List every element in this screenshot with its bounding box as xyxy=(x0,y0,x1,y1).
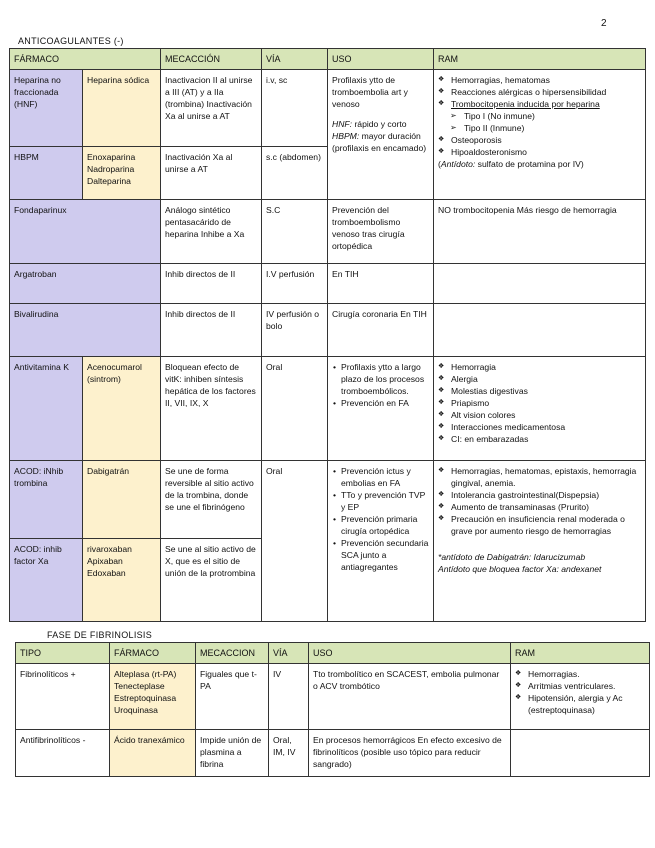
row-antifibrinoliticos xyxy=(16,730,650,777)
fonda-ram: NO trombocitopenia Más riesgo de hemorragia xyxy=(434,200,646,264)
ram-subitem: ➢ Tipo I (No inmune) xyxy=(438,110,641,122)
ram-antidote: (Antídoto: sulfato de protamina por IV) xyxy=(438,159,584,169)
hbpm-group: HBPM xyxy=(10,147,83,200)
acod-xa-mech: Se une al sitio activo de X, que es el sitio de unión de la protrombina xyxy=(161,539,262,622)
avk-ram: ❖ Hemorragia ❖ Alergia ❖ Molestias digestivas ❖ Priapismo ❖ Alt vision colores ❖ Interacciones medicamentosa ❖ CI: en embarazadas xyxy=(434,357,646,461)
heparina-use: Profilaxis ytto de tromboembolia art y venoso HNF: rápido y corto HBPM: mayor duración (profilaxis en encamado) xyxy=(328,70,434,200)
ram-subitem: ➢ Tipo II (Inmune) xyxy=(438,122,641,134)
avk-drug: Acenocumarol (sintrom) xyxy=(83,357,161,461)
col-ram: RAM xyxy=(434,49,646,70)
avk-mech: Bloquean efecto de vitK: inhiben síntesis hepática de los factores II, VII, IX, X xyxy=(161,357,262,461)
bival-group: Bivalirudina xyxy=(10,304,161,357)
argatroban-mech: Inhib directos de II xyxy=(161,264,262,304)
fib-mech: Figuales que t-PA xyxy=(196,664,269,730)
antifib-use: En procesos hemorrágicos En efecto excesivo de fibrinolíticos (posible uso tópico para reducir sangrado) xyxy=(309,730,511,777)
row-heparina xyxy=(10,70,646,147)
avk-route: Oral xyxy=(262,357,328,461)
argatroban-ram xyxy=(434,264,646,304)
acod-route: Oral xyxy=(262,461,328,622)
fonda-group: Fondaparinux xyxy=(10,200,161,264)
fib-route: IV xyxy=(269,664,309,730)
heparina-ram xyxy=(434,70,646,200)
hbpm-drugs: Enoxaparina Nadroparina Dalteparina xyxy=(83,147,161,200)
antidote-dabigatran: *antídoto de Dabigatrán: Idarucizumab xyxy=(438,552,586,562)
col-farmaco: FÁRMACO xyxy=(110,643,196,664)
avk-use: • Profilaxis ytto a largo plazo de los procesos tromboembólicos. • Prevención en FA xyxy=(328,357,434,461)
col-mecaccion: MECACCIÓN xyxy=(161,49,262,70)
acod-ram: ❖ Hemorragias, hematomas, epistaxis, hemorragia gingival, anemia. ❖ Intolerancia gastrointestinal(Dispepsia) ❖ Aumento de transaminasas (Prurito) ❖ Precaución en insuficiencia renal moderada o grave por aumento riesgo de hemorragias *antídoto de Dabigatrán: Idarucizumab Antídoto que bloquea factor Xa: andexanet xyxy=(434,461,646,622)
argatroban-group: Argatroban xyxy=(10,264,161,304)
antifib-drugs: Ácido tranexámico xyxy=(110,730,196,777)
avk-group: Antivitamina K xyxy=(10,357,83,461)
ram-item: ❖ Hipoaldosteronismo xyxy=(438,146,641,158)
row-acod-trombina xyxy=(10,461,646,539)
acod-use: • Prevención ictus y embolias en FA • TTo y prevención TVP y EP • Prevención primaria cirugía ortopédica • Prevención secundaria SCA junto a antiagregantes xyxy=(328,461,434,622)
acod-xa-drugs: rivaroxaban Apixaban Edoxaban xyxy=(83,539,161,622)
fonda-mech: Análogo sintético pentasacárido de heparina Inhibe a Xa xyxy=(161,200,262,264)
row-avk xyxy=(10,357,646,461)
fibrinolisis-table xyxy=(15,642,650,777)
heparina-mech: Inactivacion II al unirse a III (AT) y a IIa (trombina) Inactivación Xa al unirse a AT xyxy=(161,70,262,147)
col-uso: USO xyxy=(309,643,511,664)
ram-item: ❖ Reacciones alérgicas o hipersensibilidad xyxy=(438,86,641,98)
row-fondaparinux xyxy=(10,200,646,264)
acod-xa-group: ACOD: inhib factor Xa xyxy=(10,539,83,622)
row-argatroban xyxy=(10,264,646,304)
heparina-route: i.v, sc xyxy=(262,70,328,147)
hbpm-mech: Inactivación Xa al unirse a AT xyxy=(161,147,262,200)
argatroban-use: En TIH xyxy=(328,264,434,304)
page-number: 2 xyxy=(601,18,607,29)
ram-item: ❖ Hemorragias, hematomas xyxy=(438,74,641,86)
col-via: VÍA xyxy=(269,643,309,664)
fib-ram: ❖ Hemorragias. ❖ Arritmias ventriculares. ❖ Hipotensión, alergia y Ac (estreptoquinasa) xyxy=(511,664,650,730)
col-via: VÍA xyxy=(262,49,328,70)
col-tipo: TIPO xyxy=(16,643,110,664)
bival-route: IV perfusión o bolo xyxy=(262,304,328,357)
col-uso: USO xyxy=(328,49,434,70)
argatroban-route: I.V perfusión xyxy=(262,264,328,304)
fib-tipo: Fibrinolíticos + xyxy=(16,664,110,730)
bival-use: Cirugía coronaria En TIH xyxy=(328,304,434,357)
anticoag-section-title: ANTICOAGULANTES (-) xyxy=(18,36,124,46)
ram-item: ❖ Trombocitopenia inducida por heparina xyxy=(438,98,641,110)
antifib-ram xyxy=(511,730,650,777)
anticoag-header-row xyxy=(10,49,646,70)
antifib-tipo: Antifibrinolíticos - xyxy=(16,730,110,777)
bival-ram xyxy=(434,304,646,357)
acod-iia-drug: Dabigatrán xyxy=(83,461,161,539)
fib-use: Tto trombolítico en SCACEST, embolia pulmonar o ACV trombótico xyxy=(309,664,511,730)
anticoag-table xyxy=(9,48,646,622)
heparina-group: Heparina no fraccionada (HNF) xyxy=(10,70,83,147)
fib-drugs: Alteplasa (rt-PA) Tenecteplase Estreptoquinasa Uroquinasa xyxy=(110,664,196,730)
antifib-mech: Impide unión de plasmina a fibrina xyxy=(196,730,269,777)
col-mecaccion: MECACCION xyxy=(196,643,269,664)
antifib-route: Oral, IM, IV xyxy=(269,730,309,777)
row-fibrinoliticos xyxy=(16,664,650,730)
col-farmaco: FÁRMACO xyxy=(10,49,161,70)
heparina-drug: Heparina sódica xyxy=(83,70,161,147)
row-bivalirudina xyxy=(10,304,646,357)
fibrinolisis-section-title: FASE DE FIBRINOLISIS xyxy=(47,630,153,640)
fonda-use: Prevención del tromboembolismo venoso tras cirugía ortopédica xyxy=(328,200,434,264)
fibrinolisis-header-row xyxy=(16,643,650,664)
bival-mech: Inhib directos de II xyxy=(161,304,262,357)
acod-iia-group: ACOD: iNhib trombina xyxy=(10,461,83,539)
antidote-xa: Antídoto que bloquea factor Xa: andexanet xyxy=(438,564,602,574)
col-ram: RAM xyxy=(511,643,650,664)
fonda-route: S.C xyxy=(262,200,328,264)
acod-iia-mech: Se une de forma reversible al sitio activo de la trombina, donde se une el fibrinógeno xyxy=(161,461,262,539)
ram-item: ❖ Osteoporosis xyxy=(438,134,641,146)
hbpm-route: s.c (abdomen) xyxy=(262,147,328,200)
